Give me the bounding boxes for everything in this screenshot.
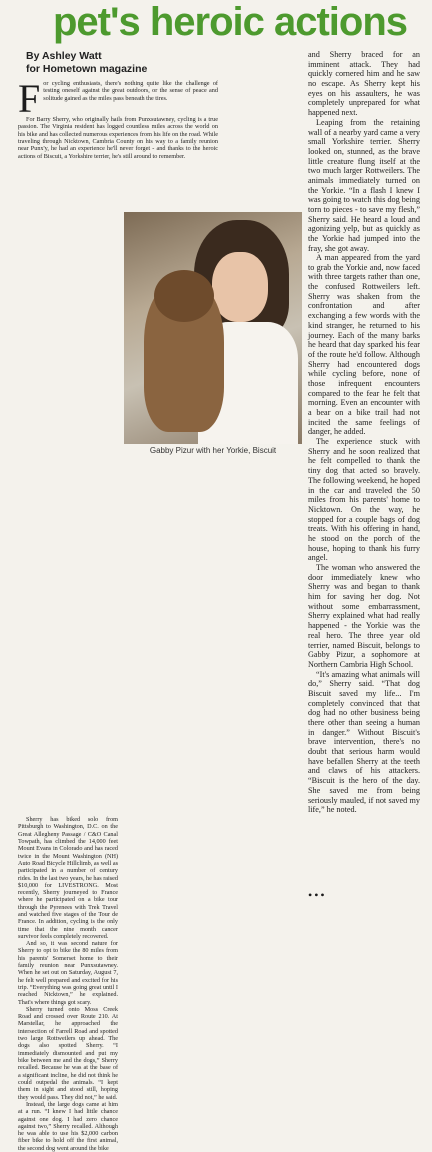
paragraph-2: For Barry Sherry, who originally hails from Punxsutawney, cycling is a true passion. The Virginia resident has logged countless miles across the world on his bike and has collected numerous experiences from his life on the road. While traveling through Nicktown, Cambria County on his way to a family reunion near Punx'y, he had an experience he'll never forget - and thanks to the heroic actions of Biscuit, a Yorkshire terrier, he's still around to remember. [18,116,218,160]
right-column-bottom [308,253,420,815]
paragraph-6: Instead, the large dogs came at him at a run. “I knew I had little chance against one dog. I had zero chance against two,” Sherry recalled. Although he was able to use his $2,000 carbon fiber bike to hold off the first animal, the second dog went around the bike [18,1100,118,1152]
photo-caption: Gabby Pizur with her Yorkie, Biscuit [149,446,277,455]
right-paragraph-5: The woman who answered the door immediately knew who Sherry was and began to thank him for saving her dog. Not without some embarrassment, Sherry explained what had really happened - the Yorkie was the real hero. The three year old terrier, named Biscuit, belongs to Gabby Pizur, a sophomore at Northern Cambria High School. [308,563,420,669]
right-column [308,50,420,253]
paragraph-3: Sherry has biked solo from Pittsburgh to Washington, D.C. on the Great Allegheny Passage / C&O Canal Towpath, has climbed the 14,000 feet Mount Evans in Colorado and has raced twice in the Mount Washington (NH) Auto Road Bicycle Hillclimb, as well as participated in a number of century rides. In the last two years, he has raised $10,000 for LIVESTRONG. Most recently, Sherry journeyed to France where he participated on a bike tour through the Pyrenees with Trek Travel and watched five stages of the Tour de France. In addition, cycling is the only time that the nine month cancer survivor feels completely recovered. [18,816,119,940]
byline [26,50,147,76]
right-paragraph-2: Leaping from the retaining wall of a nearby yard came a very small Yorkshire terrier. Sherry looked on, stunned, as the brave little creature flung itself at the two much larger Rottweilers. The animals immediately turned on the Yorkie. “In a flash I knew I was going to watch this dog being torn to pieces - to save my flesh,” Sherry said. He heard a loud and agonizing yelp, but as quickly as the Yorkie had jumped into the fray, she got away. [308,117,420,253]
right-paragraph-6: “It's amazing what animals will do,” Sherry said. “That dog Biscuit saved my life... I'm completely convinced that that dog had no other business being there other than seeing a human in danger.” Without Biscuit's brave intervention, there's no doubt that serious harm would have befallen Sherry at the teeth and claws of his attackers. “Biscuit is the hero of the day. She saved me from being seriously mauled, if not saved my life,” he noted. [308,669,420,815]
right-paragraph-3: A man appeared from the yard to grab the Yorkie and, now faced with three targets rather than one, the confused Rottweilers left. Sherry was shaken from the confrontation and after exchanging a few words with the kind stranger, he returned to his journey. Each of the many barks he heard that day sparked his fear of the route he'd follow. Although Sherry had encountered dogs while cycling before, none of those infrequent encounters compared to the fear he felt that morning. Even an encounter with a bear on a bike trail had not incited the same feelings of danger, he added. [308,253,420,437]
byline-outlet: for Hometown magazine [26,63,148,75]
photo-girl-with-yorkie [124,212,302,444]
paragraph-1: For cycling enthusiasts, there's nothing quite like the challenge of testing oneself against the great outdoors, or the sense of peace and solitude gained as the miles pass beneath the tires. [18,76,218,121]
left-column-bottom [18,940,118,1152]
left-column-lower [18,816,118,940]
byline-author: By Ashley Watt [26,50,102,62]
left-column [18,76,218,121]
paragraph-5: Sherry turned onto Moss Creek Road and crossed over Route 210. At Marstellar, he approached the intersection of Farrell Road and spotted two large Rottweilers up ahead. The dogs also spotted Sherry. “I immediately dismounted and put my bike between me and the dogs,” Sherry recalled. Because he was at the base of a significant incline, he did not think he could outpedal the animals. “I kept them in sight and stood still, hoping they would pass. They did not,” he said. [18,1005,118,1101]
headline: pet's heroic actions [52,0,408,44]
right-paragraph-1: and Sherry braced for an imminent attack. They had quickly cornered him and he saw no escape. As Sherry kept his eyes on his assaulters, he was completely unprepared for what happened next. [308,50,420,118]
right-paragraph-4: The experience stuck with Sherry and he soon realized that he felt compelled to thank the tiny dog that acted so bravely. The following weekend, he hoped in the car and traveled the 50 miles from his parents' home to Nicktown. On the way, he stopped for a couple bags of dog treats. With his offering in hand, he stood on the porch of the house, hoping to thank his furry angel. [308,437,420,563]
end-mark: ••• [308,888,327,902]
drop-cap: F [18,76,41,121]
paragraph-4: And so, it was second nature for Sherry to opt to bike the 80 miles from his parents' Somerset home to their family reunion near Punxsutawney. When he set out on Saturday, August 7, he felt well prepared and excited for his trip. “Everything was going great until I reached Nicktown,” he explained. That's where things got scary. [18,940,118,1006]
